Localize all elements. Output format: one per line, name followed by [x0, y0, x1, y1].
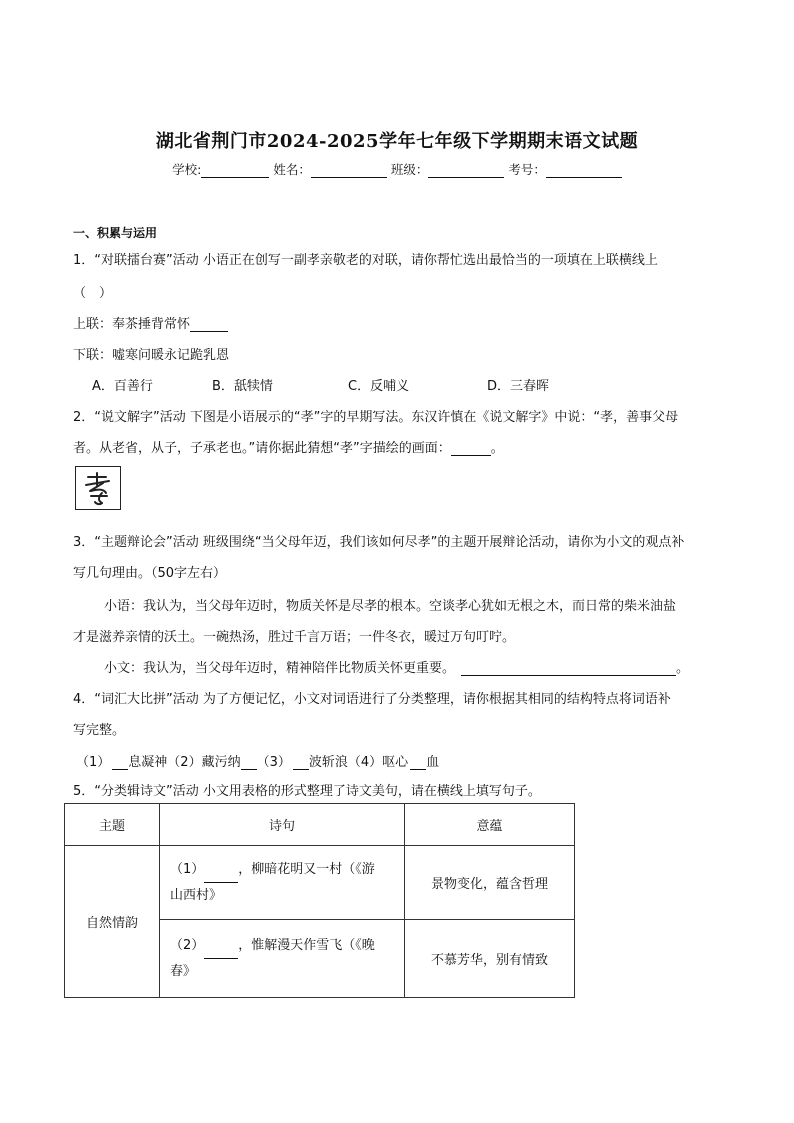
header-theme: 主题 — [65, 804, 160, 846]
q1-upper-blank[interactable] — [190, 318, 228, 332]
q4-items — [76, 751, 439, 770]
name-label: 姓名： — [273, 162, 311, 177]
header-meaning: 意蕴 — [405, 804, 575, 846]
q4-item3-text: 波斩浪 — [308, 755, 348, 770]
header-verse: 诗句 — [160, 804, 405, 846]
theme-cell: 自然情韵 — [65, 846, 160, 998]
q1-option-d[interactable]: D．三春晖 — [487, 379, 550, 394]
q3-stem-cont: 写几句理由。（50字左右） — [73, 566, 227, 581]
verse1-text: ，柳暗花明又一村（《游 — [238, 861, 375, 877]
q4-item4-end: 血 — [426, 755, 440, 770]
class-label: 班级： — [390, 162, 429, 177]
q4-stem-cont: 写完整。 — [73, 723, 126, 738]
section-heading: 一、积累与运用 — [73, 226, 158, 240]
q2-answer-blank[interactable] — [451, 442, 491, 456]
poetry-table — [64, 803, 575, 998]
number-field[interactable] — [546, 164, 622, 178]
table-row — [65, 846, 575, 920]
verse2-label: （2） — [170, 937, 205, 953]
q4-item3-blank[interactable] — [293, 756, 309, 770]
q3-xiaowen-text: 小文：我认为，当父母年迈时，精神陪伴比物质关怀更重要。 — [104, 661, 456, 676]
q4-item4-text: （4）呕心 — [347, 755, 409, 770]
verse1-source: 山西村》 — [170, 887, 223, 903]
class-field[interactable] — [428, 164, 504, 178]
verse1-label: （1） — [170, 861, 205, 877]
school-label: 学校: — [172, 162, 202, 177]
q1-lower-couplet: 下联：嘘寒问暖永记跪乳恩 — [73, 348, 230, 363]
verse2-text: ，惟解漫天作雪飞（《晚 — [238, 937, 375, 953]
verse2-source: 春》 — [170, 963, 197, 979]
q3-stem: 3．“主题辩论会”活动 班级围绕“当父母年迈，我们该如何尽孝”的主题开展辩论活动，请你为小文的观点补 — [73, 535, 685, 550]
q1-option-b[interactable]: B．舐犊情 — [212, 379, 273, 394]
meaning-cell-1: 景物变化，蕴含哲理 — [405, 846, 575, 920]
q1-answer-paren: （ ） — [73, 286, 113, 301]
q1-option-a[interactable]: A．百善行 — [92, 379, 153, 394]
number-label: 考号： — [508, 162, 546, 177]
q5-stem: 5．“分类辑诗文”活动 小文用表格的形式整理了诗文美句，请在横线上填写句子。 — [73, 784, 541, 799]
q1-option-c[interactable]: C．反哺义 — [348, 379, 410, 394]
verse2-blank[interactable] — [204, 945, 238, 959]
verse-cell-1 — [160, 846, 405, 920]
student-info-line — [0, 160, 794, 178]
name-field[interactable] — [311, 164, 387, 178]
q4-item1-blank[interactable] — [112, 756, 128, 770]
xiao-seal-character-icon — [75, 466, 121, 510]
q3-xiaowen-para — [104, 657, 689, 676]
q1-upper-couplet — [73, 313, 228, 332]
q3-xiaoyu-para-cont: 才是滋养亲情的沃土。一碗热汤，胜过千言万语；一件冬衣，暖过万句叮咛。 — [73, 630, 516, 645]
q2-stem: 2．“说文解字”活动 下图是小语展示的“孝”字的早期写法。东汉许慎在《说文解字》中说：“孝，善事父母 — [73, 410, 679, 425]
q2-stem-cont — [73, 437, 504, 456]
page-title: 湖北省荆门市2024-2025学年七年级下学期期末语文试题 — [155, 131, 639, 152]
table-header-row — [65, 804, 575, 846]
q2-stem-text: 者。从老省，从子，子承老也。”请你据此猜想“孝”字描绘的画面： — [73, 441, 451, 456]
q4-item4-blank[interactable] — [410, 756, 426, 770]
q4-item2-blank[interactable] — [241, 756, 257, 770]
q4-item3-label: （3） — [256, 755, 291, 770]
q4-item1-text: 息凝神 — [128, 755, 168, 770]
q4-item1-label: （1） — [76, 755, 111, 770]
q4-item2-text: （2）藏污纳 — [167, 755, 241, 770]
q2-period: 。 — [490, 441, 504, 456]
meaning-cell-2: 不慕芳华，别有情致 — [405, 920, 575, 998]
school-field[interactable] — [201, 164, 269, 178]
q1-stem: 1．“对联擂台赛”活动 小语正在创写一副孝亲敬老的对联，请你帮忙选出最恰当的一项填在上联横线上 — [73, 253, 658, 268]
verse1-blank[interactable] — [204, 869, 238, 883]
q3-answer-blank[interactable] — [461, 662, 676, 676]
q3-xiaoyu-para: 小语：我认为，当父母年迈时，物质关怀是尽孝的根本。空谈孝心犹如无根之木，而日常的柴米油盐 — [104, 599, 677, 614]
q4-stem: 4．“词汇大比拼”活动 为了方便记忆，小文对词语进行了分类整理，请你根据其相同的结构特点将词语补 — [73, 692, 671, 707]
q1-upper-text: 上联：奉茶捶背常怀 — [73, 317, 191, 332]
verse-cell-2 — [160, 920, 405, 998]
q3-period: 。 — [676, 661, 690, 676]
